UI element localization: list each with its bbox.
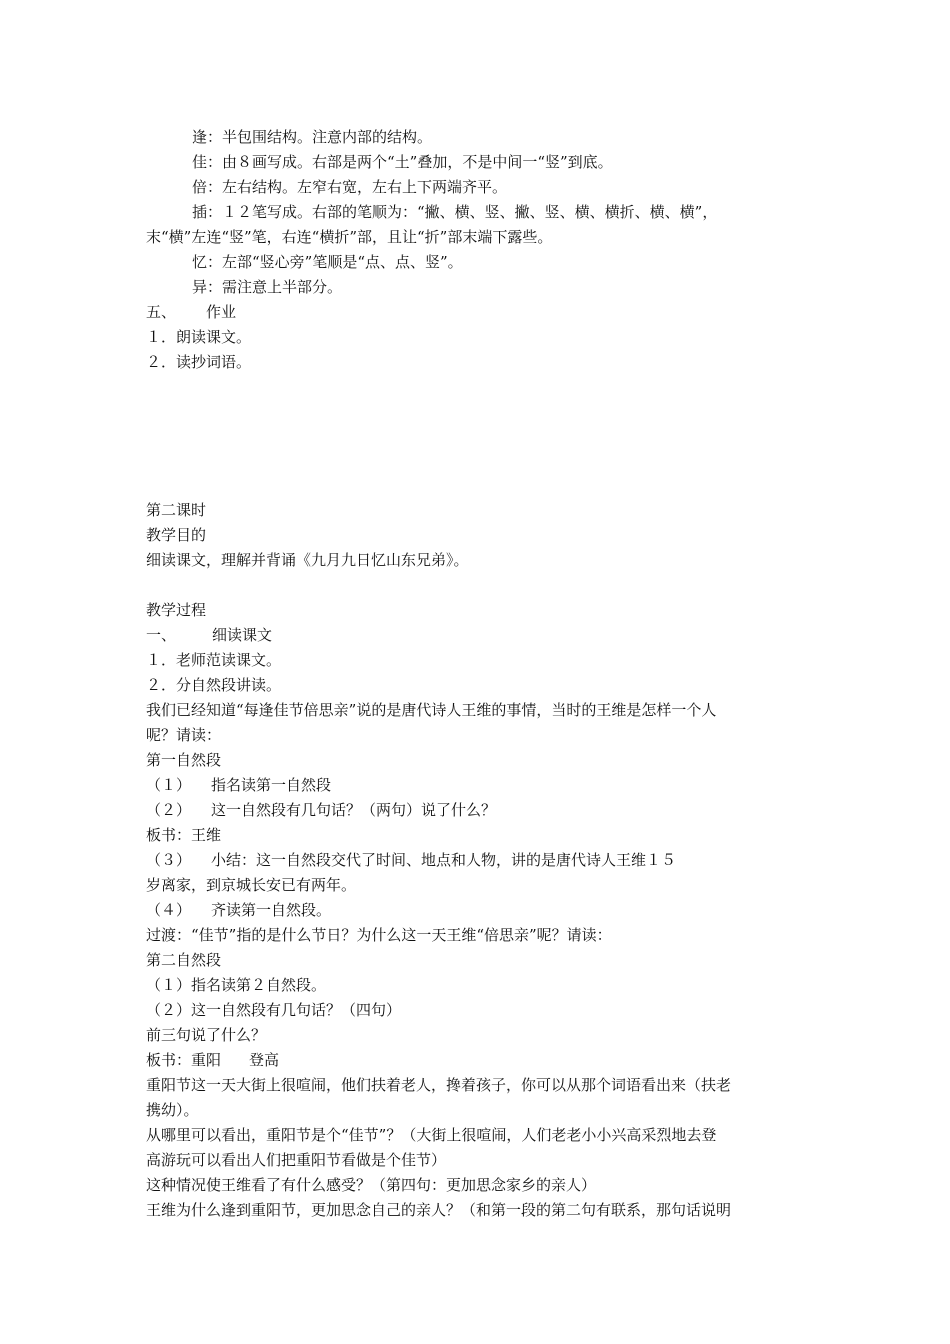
board-extra: 登高 — [249, 1051, 280, 1069]
step1-title: 细读课文 — [212, 626, 273, 644]
item-number: （２） — [146, 801, 192, 819]
item-text: 齐读第一自然段。 — [211, 901, 332, 919]
homework-title: 作业 — [206, 303, 237, 321]
p2-item-2: （２）这一自然段有几句话？（四句） — [146, 1001, 402, 1019]
step-line: ２．分自然段讲读。 — [146, 676, 282, 694]
item-number: （４） — [146, 901, 192, 919]
p1-item-1 — [146, 773, 816, 797]
homework-item-2: ２．读抄词语。 — [146, 353, 252, 371]
paragraph-line: 携幼）。 — [146, 1101, 199, 1119]
note-cha: 插：１２笔写成。右部的笔顺为：“撇、横、竖、撇、竖、横、横折、横、横”， — [192, 203, 718, 221]
paragraph-line: 我们已经知道“每逢佳节倍思亲”说的是唐代诗人王维的事情，当时的王维是怎样一个人 — [146, 701, 717, 719]
board-label: 板书：重阳 — [146, 1051, 222, 1069]
note-jia: 佳：由８画写成。右部是两个“土”叠加，不是中间一“竖”到底。 — [192, 153, 613, 171]
subheading-paragraph-2: 第二自然段 — [146, 951, 222, 969]
item-number: （３） — [146, 851, 192, 869]
homework-number: 五、 — [146, 303, 177, 321]
process-heading: 教学过程 — [146, 601, 207, 619]
goal-text: 细读课文，理解并背诵《九月九日忆山东兄弟》。 — [146, 551, 469, 569]
step1-number: 一、 — [146, 626, 177, 644]
goal-heading: 教学目的 — [146, 526, 207, 544]
p1-item-3 — [146, 848, 816, 872]
note-yi2: 异：需注意上半部分。 — [192, 278, 343, 296]
step-line: １．老师范读课文。 — [146, 651, 282, 669]
item-text: 指名读第一自然段 — [211, 776, 332, 794]
note-feng: 逢：半包围结构。注意内部的结构。 — [192, 128, 433, 146]
p2-item-1: （１）指名读第２自然段。 — [146, 976, 327, 994]
paragraph-line: 呢？请读： — [146, 726, 222, 744]
question-line: 前三句说了什么？ — [146, 1026, 267, 1044]
item-number: （１） — [146, 776, 192, 794]
homework-heading — [146, 300, 816, 324]
board-note-2 — [146, 1048, 816, 1072]
paragraph-line: 王维为什么逢到重阳节，更加思念自己的亲人？（和第一段的第二句有联系，那句话说明 — [146, 1201, 732, 1219]
p1-item-4 — [146, 898, 816, 922]
item-text: 小结：这一自然段交代了时间、地点和人物，讲的是唐代诗人王维１５ — [211, 851, 677, 869]
lesson-title: 第二课时 — [146, 501, 207, 519]
transition-line: 过渡：“佳节”指的是什么节日？为什么这一天王维“倍思亲”呢？请读： — [146, 926, 612, 944]
board-note-1: 板书：王维 — [146, 826, 222, 844]
subheading-paragraph-1: 第一自然段 — [146, 751, 222, 769]
p1-item-2 — [146, 798, 816, 822]
paragraph-line: 高游玩可以看出人们把重阳节看做是个佳节） — [146, 1151, 447, 1169]
step1-heading — [146, 623, 816, 647]
paragraph-line: 这种情况使王维看了有什么感受？（第四句：更加思念家乡的亲人） — [146, 1176, 597, 1194]
p1-item-3-cont: 岁离家，到京城长安已有两年。 — [146, 876, 357, 894]
note-yi: 忆：左部“竖心旁”笔顺是“点、点、竖”。 — [192, 253, 463, 271]
note-cha-cont: 末“横”左连“竖”笔，右连“横折”部，且让“折”部末端下露些。 — [146, 228, 553, 246]
paragraph-line: 从哪里可以看出，重阳节是个“佳节”？（大街上很喧闹，人们老老小小兴高采烈地去登 — [146, 1126, 717, 1144]
note-bei: 倍：左右结构。左窄右宽，左右上下两端齐平。 — [192, 178, 508, 196]
homework-item-1: １．朗读课文。 — [146, 328, 252, 346]
item-text: 这一自然段有几句话？（两句）说了什么？ — [211, 801, 497, 819]
paragraph-line: 重阳节这一天大街上很喧闹，他们扶着老人，搀着孩子，你可以从那个词语看出来（扶老 — [146, 1076, 732, 1094]
